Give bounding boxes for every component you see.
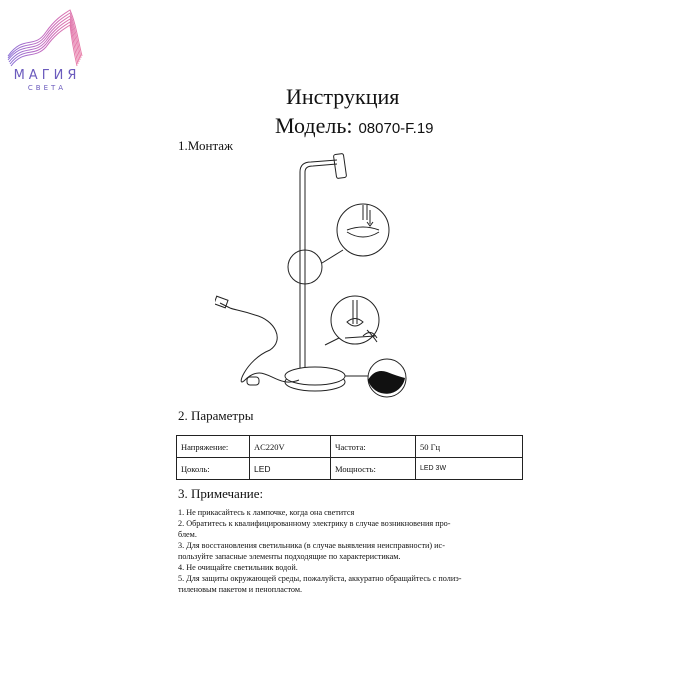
logo-word: МАГИЯ — [13, 68, 81, 83]
note-line: тиленовым пакетом и пенопластом. — [178, 585, 303, 594]
note-line: 5. Для защиты окружающей среды, пожалуйста, аккуратно обращайтесь с полиэ- — [178, 574, 462, 583]
note-line: пользуйте запасные элементы подходящие по характеристикам. — [178, 552, 401, 561]
document-title: Инструкция — [286, 84, 400, 109]
logo-waves-icon — [4, 4, 86, 68]
note-line: 1. Не прикасайтесь к лампочке, когда она светится — [178, 508, 355, 517]
logo-subword: СВЕТА — [27, 84, 67, 92]
model-line — [275, 113, 434, 139]
floor-lamp-diagram — [215, 150, 445, 410]
section-parameters-heading: 2. Параметры — [178, 408, 254, 423]
note-line: 2. Обратитесь к квалифицированному электрику в случае возникновения про- — [178, 519, 451, 528]
section-mounting-heading: 1.Монтаж — [178, 138, 234, 153]
param-value: LED — [250, 458, 331, 480]
param-value: 50 Гц — [416, 436, 523, 458]
table-row — [177, 436, 523, 458]
param-key: Частота: — [331, 436, 416, 458]
note-line: 4. Не очищайте светильник водой. — [178, 563, 298, 572]
param-key: Цоколь: — [177, 458, 250, 480]
param-key: Напряжение: — [177, 436, 250, 458]
parameters-table — [176, 435, 523, 480]
model-number: 08070-F.19 — [358, 120, 434, 137]
section-notes-heading: 3. Примечание: — [178, 486, 264, 501]
param-value: LED 3W — [416, 458, 523, 480]
note-line: 3. Для восстановления светильника (в случае выявления неисправности) ис- — [178, 541, 445, 550]
param-value: AC220V — [250, 436, 331, 458]
model-label: Модель: — [275, 113, 353, 138]
table-row — [177, 458, 523, 480]
note-line: блем. — [178, 530, 197, 539]
brand-logo — [4, 4, 86, 96]
notes-list — [178, 507, 523, 595]
param-key: Мощность: — [331, 458, 416, 480]
